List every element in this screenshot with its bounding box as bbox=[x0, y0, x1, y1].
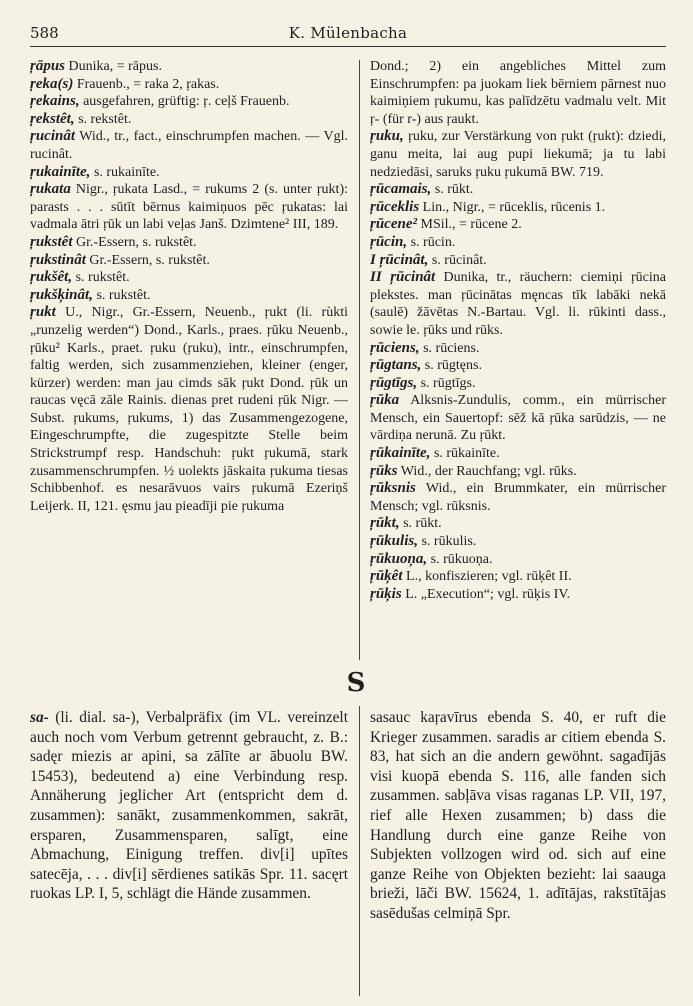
page-number: 588 bbox=[30, 24, 59, 42]
dictionary-entry bbox=[370, 480, 666, 515]
entry-headword: ŗeka(s) bbox=[30, 75, 74, 92]
entry-headword: ŗūkuoņa, bbox=[370, 550, 428, 567]
entry-text: Dunika, = rāpus. bbox=[65, 59, 162, 74]
entry-text: L. „Execution“; vgl. rūķis IV. bbox=[401, 586, 571, 602]
column-divider-bottom bbox=[359, 706, 360, 996]
dictionary-entry bbox=[370, 551, 666, 569]
entry-headword: ŗūcene² bbox=[370, 216, 417, 233]
entry-headword: ŗukata bbox=[30, 181, 71, 198]
dictionary-entry bbox=[30, 93, 348, 111]
dictionary-entry bbox=[370, 58, 666, 128]
dictionary-entry bbox=[370, 515, 666, 533]
entry-text: Dond.; 2) ein angebliches Mittel zum Einschrumpfen: pa juokam liek bērniem pārnest nuo kaimiņiem ŗukumu, kas palīdzētu vadmalu velt. Mit ŗ- (für r-) aus ŗaukt. bbox=[370, 59, 666, 127]
dictionary-entry bbox=[370, 340, 666, 358]
entry-headword: I ŗūcinât, bbox=[370, 251, 429, 268]
dictionary-entry bbox=[370, 586, 666, 604]
entry-text: Gr.-Essern, s. rukstêt. bbox=[72, 234, 197, 250]
dictionary-entry bbox=[370, 375, 666, 393]
running-head: K. Mülenbacha bbox=[288, 24, 408, 42]
dictionary-entry bbox=[370, 445, 666, 463]
entry-text: MSil., = rūcene 2. bbox=[417, 217, 522, 233]
entry-text: Wid., tr., fact., einschrumpfen machen. — Vgl. rucinât. bbox=[30, 129, 348, 162]
entry-headword: ŗūcamais, bbox=[370, 181, 432, 198]
entry-text: s. rūkt. bbox=[431, 182, 474, 198]
dictionary-entry bbox=[370, 128, 666, 181]
entry-text: s. rūgtīgs. bbox=[417, 375, 476, 391]
entry-headword: ŗukt bbox=[30, 304, 56, 321]
entry-headword: ŗekstêt, bbox=[30, 110, 75, 127]
entry-text: Nigr., ŗukata Lasd., = rukums 2 (s. unter ŗukt): parasts . . . sūtīt bērnus kaimiņuos pēc ŗukatas: lai vadmala ātri ŗūk un labi veļas Janš. Dzimtene² III, 189. bbox=[30, 182, 348, 233]
entry-text: s. rukstêt. bbox=[92, 287, 151, 303]
dictionary-entry bbox=[30, 76, 348, 94]
entry-text: s. rūcinât. bbox=[428, 252, 487, 268]
dictionary-entry bbox=[370, 463, 666, 481]
entry-text: s. rukainīte. bbox=[90, 164, 160, 180]
entry-headword: sa- bbox=[30, 709, 49, 726]
entry-headword: ŗūka bbox=[370, 392, 400, 409]
entry-headword: ŗūks bbox=[370, 462, 398, 479]
entry-headword: II ŗūcinât bbox=[370, 269, 436, 286]
entry-headword: ŗekains, bbox=[30, 93, 80, 110]
entry-text: s. rūkulis. bbox=[417, 534, 477, 550]
entry-text: s. rūgtęns. bbox=[421, 358, 482, 374]
dictionary-entry bbox=[30, 269, 348, 287]
dictionary-entry bbox=[370, 216, 666, 234]
dictionary-entry bbox=[30, 234, 348, 252]
entry-headword: ŗukšķinât, bbox=[30, 286, 93, 303]
entry-text: Dunika, tr., räuchern: ciemiņi ŗūcina plekstes. man ŗūcinātas męncas tīk labāki nekā (saulē) žāvētas N.-Bartau. Vgl. li. rūkinti dass., sowie le. ŗūks und rūks. bbox=[370, 270, 666, 338]
entry-text: s. rūcin. bbox=[407, 234, 456, 250]
entry-text: U., Nigr., Gr.-Essern, Neuenb., ŗukt (li. rùkti „runzelig werden“) Dond., Karls., praes. ŗūku Neuenb., ŗūku² Karls., praet. ŗuku (ŗuku), intr., einschrumpfen, faltig werden, sich zusammenziehen, kleiner (enger, kürzer) werden: man jau cimds sāk ŗukt Dond. ŗūk un raucas vęcā zāle Rainis. dienas pret rudeni ŗūk Nigr. — Subst. ŗukums, ŗukums, 1) das Zusammengezogene, Eingeschrumpfte, die zugespitzte Stelle beim Strickstrumpf resp. Handschuh: ŗukt ŗukumā, stark zusammenschrumpfen. ½ uolekts jāskaita ŗukuma tiesas Schibbenhof. es nesarāvuos vairs ŗukumā Ezeriņš Leijerk. II, 121. ęsmu jau pieadīji pie ŗukuma bbox=[30, 305, 348, 514]
entry-headword: ŗukšêt, bbox=[30, 269, 73, 286]
entry-text: ŗuku, zur Verstärkung von ŗukt (ŗukt): dziedi, ganu meita, lai aug pupi liekumā; ja tu labi nedziedāsi, saruks ŗuku ŗukumā BW. 719. bbox=[370, 129, 666, 180]
dictionary-entry bbox=[30, 181, 348, 234]
entry-headword: ŗūcin, bbox=[370, 233, 408, 250]
entry-text: s. rūkt. bbox=[399, 516, 442, 532]
entry-headword: ŗūķêt bbox=[370, 568, 403, 585]
dictionary-entry bbox=[370, 181, 666, 199]
entry-text: Wid., ein Brummkater, ein mürrischer Mensch; vgl. rūksnis. bbox=[370, 481, 666, 514]
dictionary-entry bbox=[370, 708, 666, 924]
entry-headword: ŗūciens, bbox=[370, 339, 420, 356]
entry-text: Frauenb., = raka 2, ŗakas. bbox=[73, 76, 220, 92]
entry-text: Gr.-Essern, s. rukstêt. bbox=[85, 252, 210, 268]
entry-text: s. rukstêt. bbox=[72, 270, 130, 286]
entry-headword: ŗukainīte, bbox=[30, 163, 91, 180]
entry-text: s. rekstêt. bbox=[74, 111, 132, 127]
entry-headword: ŗūgtīgs, bbox=[370, 374, 418, 391]
entry-text: Lin., Nigr., = rūceklis, rūcenis 1. bbox=[419, 199, 606, 215]
entry-headword: ŗūkulis, bbox=[370, 533, 418, 550]
entry-headword: ŗukstêt bbox=[30, 233, 73, 250]
dictionary-entry bbox=[30, 111, 348, 129]
entry-text: sasauc kaŗavīrus ebenda S. 40, er ruft die Krieger zusammen. saradis ar citiem ebenda S. 83, hat sich an die andern gewöhnt. sagadījās visi kuopā ebenda S. 116, alle fanden sich zusammen. sabļāva visas raganas LP. VII, 197, rief alle Hexen zusammen; b) dass die Handlung durch eine ganze Reihe von Subjekten vollzogen wird od. sich auf eine ganze Reihe von Objekten bezieht: lai saauga brieži, lāči BW. 15624, 1. adītājas, rakstītājas sasēdušas celmiņā Spr. bbox=[370, 709, 666, 922]
dictionary-entry bbox=[370, 357, 666, 375]
column-bottom-right bbox=[370, 708, 666, 924]
dictionary-entry bbox=[370, 533, 666, 551]
dictionary-entry bbox=[370, 199, 666, 217]
column-top-left bbox=[30, 58, 348, 515]
entry-text: (li. dial. sa-), Verbalpräfix (im VL. vereinzelt auch noch vom Verbum getrennt gebraucht, z. B.: sadęr miezis ar apini, sa zālīte ar ābuolu BW. 15453), bedeutend a) eine Verbindung resp. Annäherung jeglicher Art (entspricht dem d. zusammen): sanākt, zusammenkommen, sakrāt, ersparen, Zusammensparen, salīgt, eine Abmachung, Einigung treffen. div[i] upītes satecēja, . . . div[i] sērdienes satikās Spr. 11. sacęrt ruokas LP. I, 5, schlägt die Hände zusammen. bbox=[30, 709, 348, 903]
entry-text: s. rūciens. bbox=[419, 340, 480, 356]
dictionary-entry bbox=[30, 128, 348, 163]
column-divider-top bbox=[359, 60, 360, 660]
dictionary-entry bbox=[30, 287, 348, 305]
dictionary-entry bbox=[370, 568, 666, 586]
entry-headword: ŗūksnis bbox=[370, 480, 416, 497]
entry-headword: ŗāpus bbox=[30, 58, 66, 74]
dictionary-entry bbox=[30, 58, 348, 76]
column-top-right bbox=[370, 58, 666, 603]
section-letter: S bbox=[346, 668, 366, 698]
entry-text: Alksnis-Zundulis, comm., ein mürrischer Mensch, ein Sauertopf: sēž kā ŗūka sarūdzis, — ne vārdiņa nerunā. Zu ŗūkt. bbox=[370, 393, 666, 444]
dictionary-entry bbox=[30, 304, 348, 515]
entry-headword: ŗucinât bbox=[30, 128, 76, 145]
entry-headword: ŗūkainīte, bbox=[370, 445, 431, 462]
dictionary-entry bbox=[30, 252, 348, 270]
column-bottom-left bbox=[30, 708, 348, 904]
entry-headword: ŗukstinât bbox=[30, 251, 86, 268]
entry-headword: ŗūgtans, bbox=[370, 357, 422, 374]
entry-headword: ŗūķis bbox=[370, 585, 402, 602]
dictionary-entry bbox=[370, 252, 666, 270]
entry-headword: ŗuku, bbox=[370, 128, 404, 145]
dictionary-entry bbox=[30, 708, 348, 904]
dictionary-entry bbox=[370, 392, 666, 445]
entry-text: s. rūkuoņa. bbox=[427, 551, 493, 567]
entry-headword: ŗūkt, bbox=[370, 515, 400, 532]
dictionary-entry bbox=[370, 269, 666, 339]
entry-text: ausgefahren, grüftig: ŗ. ceļš Frauenb. bbox=[79, 94, 290, 110]
entry-headword: ŗūceklis bbox=[370, 198, 420, 215]
page-header bbox=[30, 24, 666, 47]
dictionary-entry bbox=[30, 164, 348, 182]
entry-text: Wid., der Rauchfang; vgl. rūks. bbox=[397, 463, 577, 479]
entry-text: s. rūkainīte. bbox=[430, 446, 500, 462]
entry-text: L., konfiszieren; vgl. rūķêt II. bbox=[402, 569, 572, 585]
dictionary-entry bbox=[370, 234, 666, 252]
